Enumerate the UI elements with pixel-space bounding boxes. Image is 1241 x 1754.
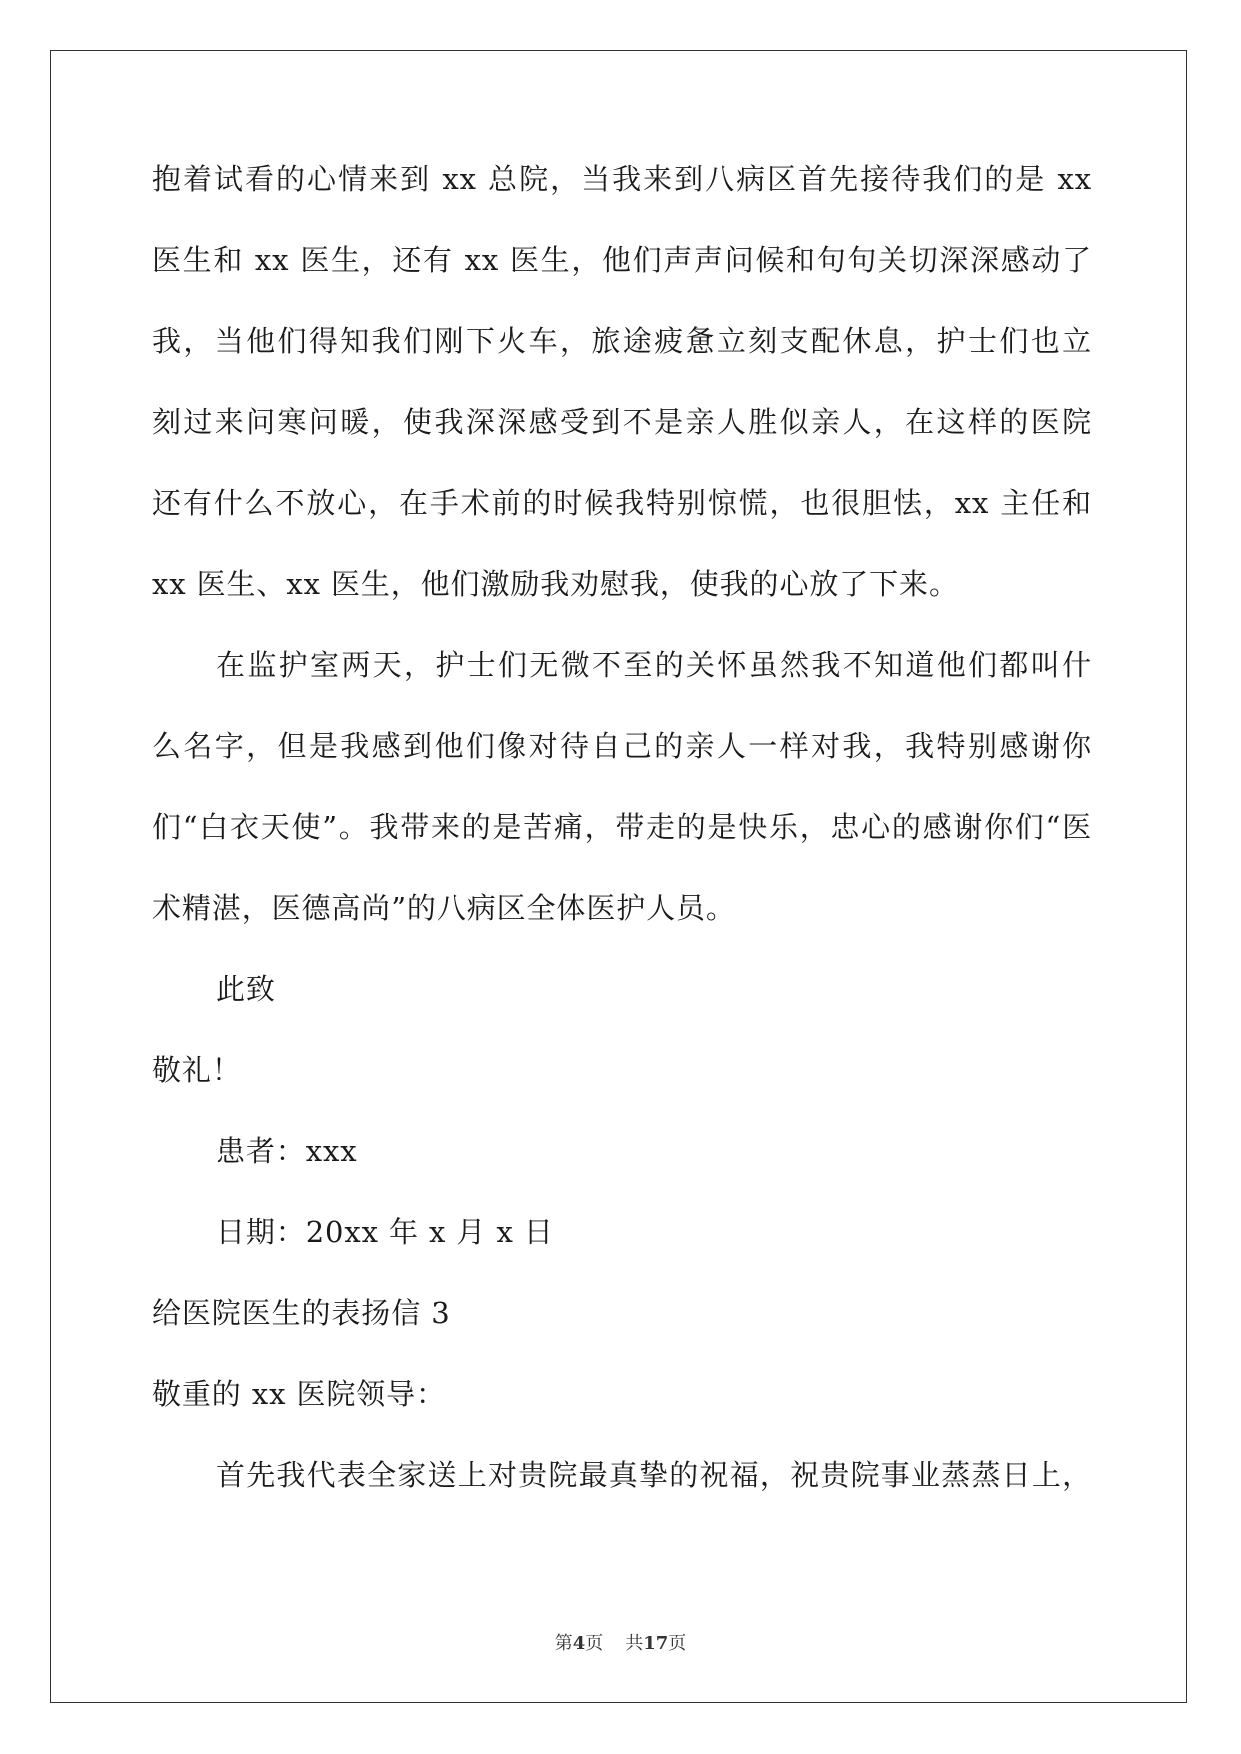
page-prefix: 第: [554, 1633, 573, 1654]
total-prefix: 共: [625, 1633, 644, 1654]
letter-3-greeting: 敬重的 xx 医院领导：: [152, 1377, 446, 1411]
document-body: [152, 162, 1092, 1542]
paragraph-2-line-2: 么名字，但是我感到他们像对待自己的亲人一样对我，我特别感谢你: [152, 729, 1092, 763]
paragraph-1-line-4: 刻过来问寒问暖，使我深深感受到不是亲人胜似亲人，在这样的医院: [152, 405, 1092, 439]
page-current: 4: [572, 1633, 586, 1654]
total-suffix: 页: [668, 1633, 687, 1654]
page-footer: [0, 1629, 1241, 1655]
page-suffix: 页: [585, 1633, 604, 1654]
paragraph-1-line-6: xx 医生、xx 医生，他们激励我劝慰我，使我的心放了下来。: [152, 567, 959, 601]
page-total: 17: [643, 1633, 669, 1654]
closing-text: 此致: [216, 972, 276, 1006]
letter-3-first-line: 首先我代表全家送上对贵院最真挚的祝福，祝贵院事业蒸蒸日上，: [216, 1458, 1092, 1492]
paragraph-2-line-4: 术精湛，医德高尚”的八病区全体医护人员。: [152, 891, 736, 925]
salute-text: 敬礼！: [152, 1053, 242, 1087]
letter-3-title: 给医院医生的表扬信 3: [152, 1296, 451, 1330]
paragraph-1-line-1: 抱着试看的心情来到 xx 总院，当我来到八病区首先接待我们的是 xx: [152, 162, 1092, 196]
patient-signature: 患者：xxx: [216, 1134, 358, 1168]
paragraph-1-line-5: 还有什么不放心，在手术前的时候我特别惊慌，也很胆怯，xx 主任和: [152, 486, 1092, 520]
letter-date: 日期：20xx 年 x 月 x 日: [216, 1215, 554, 1249]
paragraph-1-line-2: 医生和 xx 医生，还有 xx 医生，他们声声问候和句句关切深深感动了: [152, 243, 1092, 277]
paragraph-2-line-3: 们“白衣天使”。我带来的是苦痛，带走的是快乐，忠心的感谢你们“医: [152, 810, 1092, 844]
paragraph-2-line-1: 在监护室两天，护士们无微不至的关怀虽然我不知道他们都叫什: [216, 648, 1092, 682]
paragraph-1-line-3: 我，当他们得知我们刚下火车，旅途疲惫立刻支配休息，护士们也立: [152, 324, 1092, 358]
